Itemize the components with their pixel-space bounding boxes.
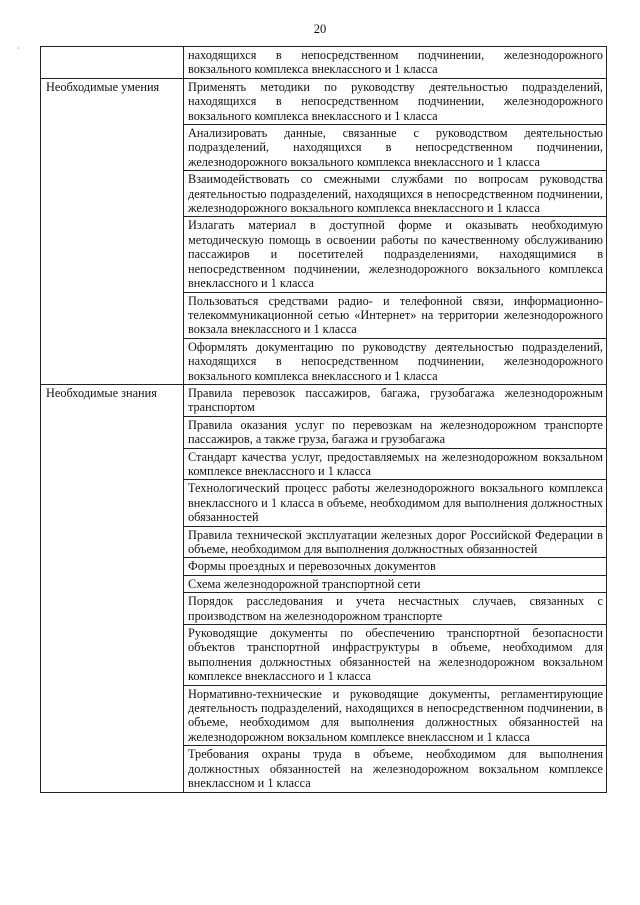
requirement-text: Порядок расследования и учета несчастных случаев, связанных с производством на железнодорожном транспорте xyxy=(184,593,607,625)
requirements-table xyxy=(40,46,607,793)
requirement-text: находящихся в непосредственном подчинении, железнодорожного вокзального комплекса внеклассного и 1 класса xyxy=(184,47,607,79)
requirement-text: Излагать материал в доступной форме и оказывать необходимую методическую помощь в освоении работы по качественному обслуживанию пассажиров и посетителей подразделениями, находящимися в непосредственном подчинении, железнодорожного вокзального комплекса внеклассного и 1 класса xyxy=(184,217,607,292)
table-row xyxy=(41,384,607,416)
requirement-text: Технологический процесс работы железнодорожного вокзального комплекса внеклассного и 1 класса в объеме, необходимом для выполнения должностных обязанностей xyxy=(184,480,607,526)
category-cell-skills: Необходимые умения xyxy=(41,78,184,384)
requirement-text: Нормативно-технические и руководящие документы, регламентирующие деятельность подразделений, находящихся в непосредственном подчинении, в объеме, необходимом для выполнения должностных обязанностей на железнодорожном вокзальном комплексе внеклассном и 1 класса xyxy=(184,685,607,746)
table-row xyxy=(41,78,607,124)
category-cell-continued xyxy=(41,47,184,79)
requirement-text: Применять методики по руководству деятельностью подразделений, находящихся в непосредственном подчинении, железнодорожного вокзального комплекса внеклассного и 1 класса xyxy=(184,78,607,124)
requirement-text: Пользоваться средствами радио- и телефонной связи, информационно-телекоммуникационной сетью «Интернет» на территории железнодорожного вокзала внеклассного и 1 класса xyxy=(184,292,607,338)
requirement-text: Руководящие документы по обеспечению транспортной безопасности объектов транспортной инфраструктуры в объеме, необходимом для выполнения должностных обязанностей на железнодорожном вокзальном комплексе внеклассного и 1 класса xyxy=(184,625,607,686)
requirement-text: Анализировать данные, связанные с руководством деятельностью подразделений, находящихся в непосредственном подчинении, железнодорожного вокзального комплекса внеклассного и 1 класса xyxy=(184,125,607,171)
requirement-text: Взаимодействовать со смежными службами по вопросам руководства деятельностью подразделений, находящихся в непосредственном подчинении, железнодорожного вокзального комплекса внеклассного и 1 класса xyxy=(184,171,607,217)
table-row xyxy=(41,47,607,79)
requirement-text: Оформлять документацию по руководству деятельностью подразделений, находящихся в непосредственном подчинении, железнодорожного вокзального комплекса внеклассного и 1 класса xyxy=(184,338,607,384)
requirement-text: Требования охраны труда в объеме, необходимом для выполнения должностных обязанностей на железнодорожном вокзальном комплексе внеклассном и 1 класса xyxy=(184,746,607,792)
requirement-text: Схема железнодорожной транспортной сети xyxy=(184,575,607,592)
page-number: 20 xyxy=(313,22,327,36)
requirement-text: Правила перевозок пассажиров, багажа, грузобагажа железнодорожным транспортом xyxy=(184,384,607,416)
margin-mark: · xyxy=(17,44,20,53)
requirement-text: Правила технической эксплуатации железных дорог Российской Федерации в объеме, необходимом для выполнения должностных обязанностей xyxy=(184,526,607,558)
category-cell-knowledge: Необходимые знания xyxy=(41,384,184,792)
requirement-text: Формы проездных и перевозочных документов xyxy=(184,558,607,575)
requirement-text: Стандарт качества услуг, предоставляемых на железнодорожном вокзальном комплексе внеклассного и 1 класса xyxy=(184,448,607,480)
requirement-text: Правила оказания услуг по перевозкам на железнодорожном транспорте пассажиров, а также груза, багажа и грузобагажа xyxy=(184,416,607,448)
